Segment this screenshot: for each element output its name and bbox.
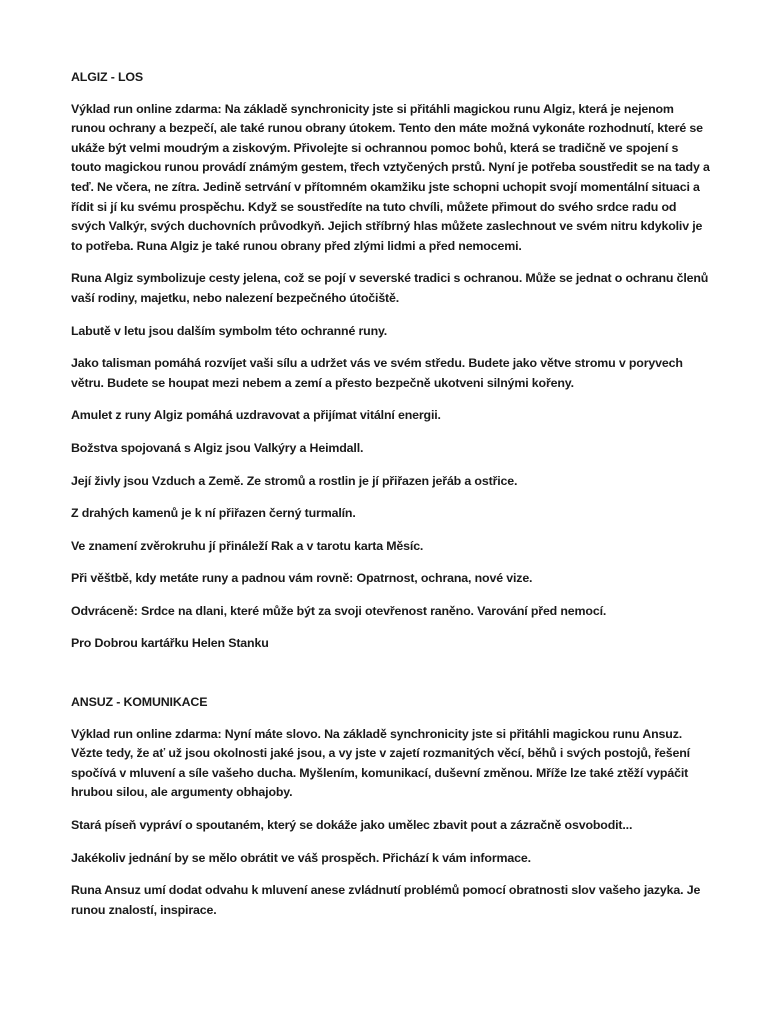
document-page (71, 68, 711, 933)
paragraph: Ve znamení zvěrokruhu jí přináleží Rak a v tarotu karta Měsíc. (71, 538, 424, 553)
paragraph: Její živly jsou Vzduch a Země. Ze stromů a rostlin je jí přiřazen jeřáb a ostřice. (71, 473, 518, 488)
paragraph: Amulet z runy Algiz pomáhá uzdravovat a přijímat vitální energii. (71, 408, 441, 423)
paragraph: Při věštbě, kdy metáte runy a padnou vám rovně: Opatrnost, ochrana, nové vize. (71, 571, 533, 586)
paragraph: Runa Ansuz umí dodat odvahu k mluvení anese zvládnutí problémů pomocí obratnosti slov vašeho jazyka. Je runou znalostí, inspirace. (71, 883, 701, 917)
paragraph: Labutě v letu jsou dalším symbolm této ochranné runy. (71, 323, 388, 338)
section-algiz (71, 68, 711, 654)
paragraph: Božstva spojovaná s Algiz jsou Valkýry a Heimdall. (71, 440, 364, 455)
paragraph: Stará píseň vypráví o spoutaném, který se dokáže jako umělec zbavit pout a zázračně osvobodit... (71, 818, 633, 833)
paragraph: Z drahých kamenů je k ní přiřazen černý turmalín. (71, 506, 356, 521)
section-heading: ALGIZ - LOS (71, 70, 143, 84)
author-signature: Pro Dobrou kartářku Helen Stanku (71, 636, 269, 651)
section-spacer (71, 667, 711, 693)
paragraph: Odvráceně: Srdce na dlani, které může být za svoji otevřenost raněno. Varování před nemocí. (71, 603, 607, 618)
section-heading: ANSUZ - KOMUNIKACE (71, 695, 208, 710)
paragraph: Runa Algiz symbolizuje cesty jelena, což se pojí v severské tradici s ochranou. Může se jednat o ochranu členů vaší rodiny, majetku, nebo nalezení bezpečného útočiště. (71, 271, 709, 305)
paragraph: Jako talisman pomáhá rozvíjet vaši sílu a udržet vás ve svém středu. Budete jako větve stromu v poryvech větru. Budete se houpat mezi nebem a zemí a přesto bezpečně ukotveni silnými kořeny. (71, 356, 683, 390)
paragraph: Výklad run online zdarma: Nyní máte slovo. Na základě synchronicity jste si přitáhli magickou runu Ansuz. Vězte tedy, že ať už jsou okolnosti jaké jsou, a vy jste v zajetí rozmanitých věcí, běhů i svých postojů, řešení spočívá v mluvení a síle vašeho ducha. Myšlením, komunikací, duševní změnou. Mříže lze také ztěží vypáčit hrubou silou, ale argumenty obhajoby. (71, 726, 690, 800)
section-ansuz (71, 693, 711, 920)
paragraph: Jakékoliv jednání by se mělo obrátit ve váš prospěch. Přichází k vám informace. (71, 850, 531, 865)
paragraph: Výklad run online zdarma: Na základě synchronicity jste si přitáhli magickou runu Algiz, která je nejenom runou ochrany a bezpečí, ale také runou obrany útokem. Tento den máte možná vykonáte rozhodnutí, které se ukáže být velmi moudrým a ziskovým. Přivolejte si ochrannou pomoc bohů, která se tradičně ve spojení s touto magickou runou provádí známým gestem, třech vztyčených prstů. Nyní je potřeba soustředit se na tady a teď. Ne včera, ne zítra. Jedině setrvání v přítomném okamžiku jste schopni uchopit svojí momentální situaci a řídit si jí ku svému prospěchu. Když se soustředíte na tuto chvíli, můžete přimout do svého srdce radu od svých Valkýr, svých duchovních průvodkyň. Jejich stříbrný hlas můžete zaslechnout ve svém nitru kdykoliv je to potřeba. Runa Algiz je také runou obrany před zlými lidmi a před nemocemi. (71, 101, 710, 253)
